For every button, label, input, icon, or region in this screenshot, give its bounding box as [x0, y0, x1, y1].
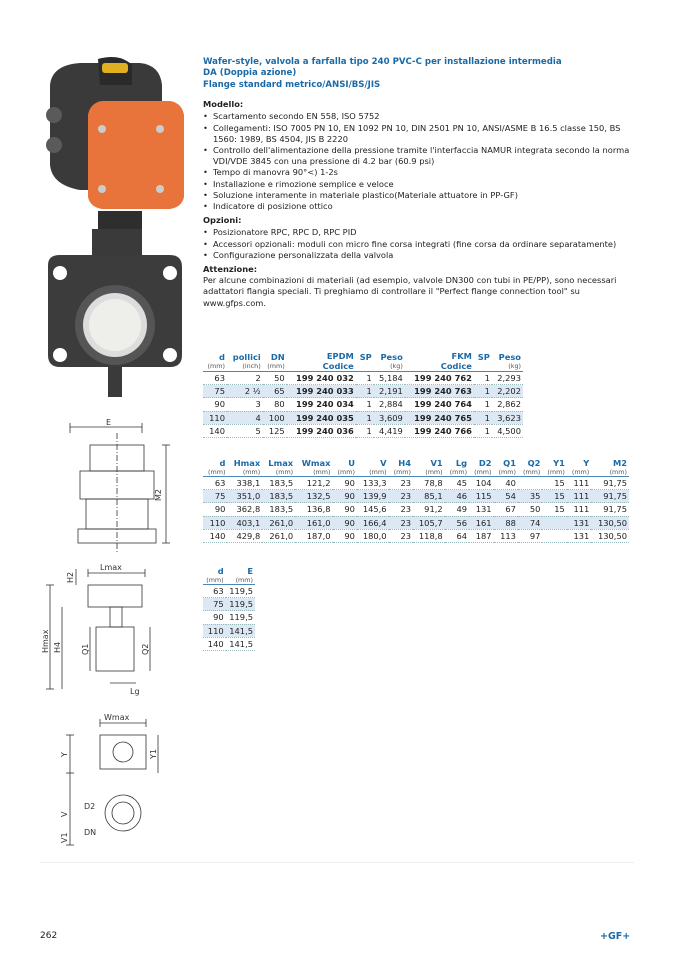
- col-header: Q1 (mm): [494, 458, 518, 477]
- list-item: • Posizionatore RPC, RPC D, RPC PID: [203, 227, 633, 238]
- list-item: • Scartamento secondo EN 558, ISO 5752: [203, 111, 633, 122]
- table-cell: 199 240 034: [287, 398, 356, 411]
- table-cell: 90: [333, 490, 357, 503]
- table-cell: 121,2: [295, 477, 332, 490]
- e-dimension-table: [203, 566, 255, 651]
- table-row: [203, 398, 523, 411]
- table-cell: [542, 516, 566, 529]
- table-row: [203, 503, 629, 516]
- top-drawing: [40, 713, 190, 853]
- title-line: Flange standard metrico/ANSI/BS/JIS: [203, 79, 381, 90]
- col-header: V1 (mm): [413, 458, 445, 477]
- side-lmax-label: Lmax: [100, 563, 122, 572]
- table-cell: 3,609: [374, 411, 405, 424]
- table-cell: 199 240 032: [287, 372, 356, 385]
- table-cell: 90: [333, 516, 357, 529]
- table-cell: 199 240 766: [405, 424, 474, 437]
- col-header: Peso (kg): [374, 351, 405, 372]
- model-heading: Modello:: [203, 99, 244, 110]
- table-cell: 199 240 763: [405, 385, 474, 398]
- table-cell: 183,5: [262, 477, 295, 490]
- table-cell: 97: [518, 529, 542, 542]
- table-cell: 166,4: [357, 516, 389, 529]
- table-cell: 74: [518, 516, 542, 529]
- table-row: [203, 385, 523, 398]
- table-row: [203, 424, 523, 437]
- table-cell: 2 ½: [227, 385, 263, 398]
- side-h4-label: H4: [53, 641, 62, 653]
- model-list: [203, 111, 633, 212]
- table-row: [203, 598, 255, 611]
- attention-heading: Attenzione:: [203, 264, 258, 275]
- col-header: D2 (mm): [469, 458, 493, 477]
- table-cell: 110: [203, 624, 226, 637]
- col-header: M2 (mm): [591, 458, 629, 477]
- table-cell: 75: [203, 490, 227, 503]
- front-m2-label: M2: [154, 489, 163, 501]
- col-header: Wmax (mm): [295, 458, 332, 477]
- table-cell: 15: [542, 503, 566, 516]
- options-heading: Opzioni:: [203, 215, 242, 226]
- col-header: DN (mm): [263, 351, 287, 372]
- table-cell: 113: [494, 529, 518, 542]
- table-cell: 49: [445, 503, 469, 516]
- table-cell: 351,0: [227, 490, 262, 503]
- table-cell: 1: [474, 411, 492, 424]
- top-y1-label: Y1: [149, 749, 158, 759]
- table-cell: 187,0: [295, 529, 332, 542]
- front-e-label: E: [106, 418, 112, 427]
- col-header: EPDM Codice: [287, 351, 356, 372]
- table-cell: 90: [333, 503, 357, 516]
- table-row: [203, 372, 523, 385]
- table-cell: 40: [494, 477, 518, 490]
- col-header: Peso (kg): [492, 351, 523, 372]
- table-cell: 104: [469, 477, 493, 490]
- side-lg-label: Lg: [130, 687, 140, 696]
- col-header: E (mm): [226, 566, 255, 585]
- table-cell: 2,862: [492, 398, 523, 411]
- table-row: [203, 611, 255, 624]
- table-cell: 403,1: [227, 516, 262, 529]
- table-cell: 140: [203, 424, 227, 437]
- table-cell: 91,75: [591, 490, 629, 503]
- table-cell: 78,8: [413, 477, 445, 490]
- table-cell: 75: [203, 598, 226, 611]
- dimensions-table: [203, 458, 629, 543]
- top-d2-label: D2: [84, 802, 96, 811]
- attention-text: Per alcune combinazioni di materiali (ad esempio, valvole DN300 con tubi in PE/PP), sono necessari adattatori flangia speciali. Ti preghiamo di controllare il "Perfect flange connection tool" su www.gfps.com.: [203, 275, 617, 308]
- table-cell: [518, 477, 542, 490]
- col-header: Y1 (mm): [542, 458, 566, 477]
- table-cell: 131: [567, 516, 591, 529]
- table-cell: 4,419: [374, 424, 405, 437]
- front-drawing: [40, 418, 190, 573]
- side-h2-label: H2: [66, 571, 75, 583]
- table-cell: 180,0: [357, 529, 389, 542]
- table-cell: 132,5: [295, 490, 332, 503]
- table-cell: 1: [356, 398, 374, 411]
- table-cell: 125: [263, 424, 287, 437]
- table-cell: 90: [333, 529, 357, 542]
- options-list: [203, 227, 633, 261]
- col-header: d (mm): [203, 458, 227, 477]
- table-row: [203, 529, 629, 542]
- table-cell: 115: [469, 490, 493, 503]
- table-cell: 131: [567, 529, 591, 542]
- table-cell: 64: [445, 529, 469, 542]
- table-cell: [542, 529, 566, 542]
- gf-logo: +GF+: [600, 931, 631, 942]
- table-row: [203, 516, 629, 529]
- table-cell: 90: [203, 503, 227, 516]
- table-cell: 1: [474, 398, 492, 411]
- table-cell: 5: [227, 424, 263, 437]
- table-cell: 161,0: [295, 516, 332, 529]
- list-item: • Configurazione personalizzata della valvola: [203, 250, 633, 261]
- table-cell: 145,6: [357, 503, 389, 516]
- table-cell: 1: [474, 385, 492, 398]
- dimensions-table-body: [203, 477, 629, 543]
- page-number: 262: [40, 931, 58, 941]
- table-cell: 63: [203, 585, 226, 598]
- col-header: Q2 (mm): [518, 458, 542, 477]
- list-item: • Tempo di manovra 90°<) 1-2s: [203, 167, 633, 178]
- col-header: d (mm): [203, 351, 227, 372]
- table-cell: 187: [469, 529, 493, 542]
- table-cell: 75: [203, 385, 227, 398]
- table-cell: 100: [263, 411, 287, 424]
- col-header: Lmax (mm): [262, 458, 295, 477]
- top-v-label: V: [60, 811, 69, 817]
- table-cell: 23: [389, 516, 413, 529]
- table-cell: 23: [389, 477, 413, 490]
- table-cell: 141,5: [226, 624, 255, 637]
- table-cell: 1: [356, 424, 374, 437]
- top-dn-label: DN: [84, 828, 97, 837]
- table-row: [203, 637, 255, 650]
- table-cell: 130,50: [591, 516, 629, 529]
- side-hmax-label: Hmax: [41, 629, 50, 653]
- col-header: U (mm): [333, 458, 357, 477]
- codes-table: [203, 351, 523, 438]
- table-cell: 2,191: [374, 385, 405, 398]
- table-cell: 111: [567, 477, 591, 490]
- table-cell: 136,8: [295, 503, 332, 516]
- table-cell: 111: [567, 503, 591, 516]
- table-cell: 85,1: [413, 490, 445, 503]
- list-item: • Installazione e rimozione semplice e veloce: [203, 179, 633, 190]
- table-cell: 199 240 764: [405, 398, 474, 411]
- side-q2-label: Q2: [141, 643, 150, 655]
- table-cell: 110: [203, 411, 227, 424]
- table-cell: 54: [494, 490, 518, 503]
- table-cell: 2,884: [374, 398, 405, 411]
- table-cell: 91,2: [413, 503, 445, 516]
- table-cell: 130,50: [591, 529, 629, 542]
- table-cell: 199 240 033: [287, 385, 356, 398]
- table-cell: 23: [389, 503, 413, 516]
- footer-divider: [40, 862, 634, 863]
- table-cell: 88: [494, 516, 518, 529]
- table-cell: 199 240 765: [405, 411, 474, 424]
- table-cell: 105,7: [413, 516, 445, 529]
- table-cell: 91,75: [591, 503, 629, 516]
- table-cell: 91,75: [591, 477, 629, 490]
- table-cell: 199 240 035: [287, 411, 356, 424]
- table-cell: 119,5: [226, 598, 255, 611]
- title-line: Wafer-style, valvola a farfalla tipo 240 PVC-C per installazione intermedia: [203, 57, 562, 67]
- table-cell: 3,623: [492, 411, 523, 424]
- product-description: [203, 57, 633, 309]
- list-item: • Indicatore di posizione ottico: [203, 201, 633, 212]
- table-cell: 183,5: [262, 490, 295, 503]
- table-cell: 139,9: [357, 490, 389, 503]
- table-cell: 199 240 762: [405, 372, 474, 385]
- table-cell: 90: [203, 611, 226, 624]
- col-header: FKM Codice: [405, 351, 474, 372]
- table-header-row: [203, 566, 255, 585]
- col-header: d (mm): [203, 566, 226, 585]
- table-cell: 1: [356, 385, 374, 398]
- table-cell: 23: [389, 490, 413, 503]
- table-cell: 50: [263, 372, 287, 385]
- col-header: SP: [474, 351, 492, 372]
- table-cell: 23: [389, 529, 413, 542]
- e-table-body: [203, 585, 255, 651]
- table-cell: 90: [333, 477, 357, 490]
- list-item: • Soluzione interamente in materiale plastico(Materiale attuatore in PP-GF): [203, 190, 633, 201]
- table-cell: 65: [263, 385, 287, 398]
- col-header: Y (mm): [567, 458, 591, 477]
- list-item: • Collegamenti: ISO 7005 PN 10, EN 1092 PN 10, DIN 2501 PN 10, ANSI/ASME B 16.5 classe 150, BS 1560: 1989, BS 4504, JIS B 2220: [203, 123, 633, 145]
- list-item: • Controllo dell'alimentazione della pressione tramite l'interfaccia NAMUR integrata secondo la norma VDI/VDE 3845 con una pressione di 4.2 bar (60.9 psi): [203, 145, 633, 167]
- table-cell: 63: [203, 477, 227, 490]
- table-row: [203, 490, 629, 503]
- table-cell: 1: [356, 372, 374, 385]
- table-cell: 261,0: [262, 516, 295, 529]
- table-cell: 1: [474, 372, 492, 385]
- table-header-row: [203, 458, 629, 477]
- table-cell: 5,184: [374, 372, 405, 385]
- table-cell: 2,293: [492, 372, 523, 385]
- top-v1-label: V1: [60, 832, 69, 843]
- table-cell: 183,5: [262, 503, 295, 516]
- table-cell: 111: [567, 490, 591, 503]
- table-cell: 2,202: [492, 385, 523, 398]
- col-header: Hmax (mm): [227, 458, 262, 477]
- table-cell: 338,1: [227, 477, 262, 490]
- table-row: [203, 585, 255, 598]
- side-drawing: [40, 563, 190, 698]
- table-cell: 1: [356, 411, 374, 424]
- col-header: H4 (mm): [389, 458, 413, 477]
- table-row: [203, 411, 523, 424]
- table-cell: 110: [203, 516, 227, 529]
- table-cell: 140: [203, 637, 226, 650]
- table-cell: 161: [469, 516, 493, 529]
- col-header: V (mm): [357, 458, 389, 477]
- table-cell: 119,5: [226, 611, 255, 624]
- table-cell: 140: [203, 529, 227, 542]
- table-cell: 4: [227, 411, 263, 424]
- top-wmax-label: Wmax: [104, 713, 130, 722]
- table-cell: 429,8: [227, 529, 262, 542]
- title-line: DA (Doppia azione): [203, 68, 297, 79]
- table-cell: 3: [227, 398, 263, 411]
- valve-photo: [40, 55, 190, 420]
- table-cell: 119,5: [226, 585, 255, 598]
- table-cell: 63: [203, 372, 227, 385]
- table-cell: 80: [263, 398, 287, 411]
- table-cell: 56: [445, 516, 469, 529]
- table-header-row: [203, 351, 523, 372]
- table-cell: 199 240 036: [287, 424, 356, 437]
- col-header: Lg (mm): [445, 458, 469, 477]
- table-cell: 261,0: [262, 529, 295, 542]
- table-cell: 141,5: [226, 637, 255, 650]
- top-y-label: Y: [60, 752, 69, 757]
- table-cell: 67: [494, 503, 518, 516]
- table-cell: 2: [227, 372, 263, 385]
- table-cell: 15: [542, 490, 566, 503]
- col-header: pollici (inch): [227, 351, 263, 372]
- table-cell: 90: [203, 398, 227, 411]
- list-item: • Accessori opzionali: moduli con micro fine corsa integrati (fine corsa da ordinare separatamente): [203, 239, 633, 250]
- side-q1-label: Q1: [81, 643, 90, 655]
- table-cell: 118,8: [413, 529, 445, 542]
- table-cell: 45: [445, 477, 469, 490]
- codes-table-body: [203, 372, 523, 438]
- product-title: [203, 57, 633, 91]
- table-cell: 4,500: [492, 424, 523, 437]
- table-cell: 1: [474, 424, 492, 437]
- table-row: [203, 624, 255, 637]
- table-cell: 362,8: [227, 503, 262, 516]
- col-header: SP: [356, 351, 374, 372]
- table-cell: 46: [445, 490, 469, 503]
- table-cell: 35: [518, 490, 542, 503]
- table-cell: 50: [518, 503, 542, 516]
- table-cell: 15: [542, 477, 566, 490]
- table-cell: 133,3: [357, 477, 389, 490]
- table-row: [203, 477, 629, 490]
- table-cell: 131: [469, 503, 493, 516]
